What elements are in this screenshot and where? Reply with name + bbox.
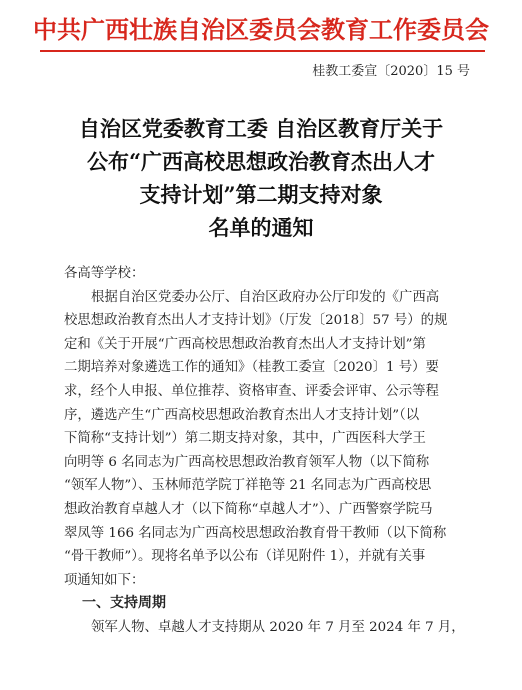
paragraph-line: 序，遴选产生“广西高校思想政治教育杰出人才支持计划”（以 [64,407,420,423]
paragraph-line: 项通知如下： [64,572,145,588]
document-body [64,262,474,640]
paragraph-line: 根据自治区党委办公厅、自治区政府办公厅印发的《广西高 [91,289,440,305]
paragraph-line: 领军人物、卓越人才支持期从 2020 年 7 月至 2024 年 7 月， [91,619,465,635]
section-heading: 一、支持周期 [82,595,166,612]
document-title [0,112,522,244]
paragraph-line: 校思想政治教育杰出人才支持计划》（厅发〔2018〕57 号）的规 [64,313,448,329]
paragraph-line: 向明等 6 名同志为广西高校思想政治教育领军人物（以下简称 [64,454,430,470]
body-paragraph [64,286,474,593]
paragraph-line: 想政治教育卓越人才（以下简称“卓越人才”）、广西警察学院马 [64,501,433,517]
title-line-4: 名单的通知 [208,215,314,240]
section-paragraph [64,616,474,640]
paragraph-line: “领军人物”）、玉林师范学院丁祥艳等 21 名同志为广西高校思 [64,478,432,494]
masthead-title: 中共广西壮族自治区委员会教育工作委员会 [33,16,489,44]
title-line-2: 公布“广西高校思想政治教育杰出人才 [86,149,436,174]
paragraph-line: 二期培养对象遴选工作的通知》（桂教工委宣〔2020〕1 号）要 [64,360,439,376]
salutation: 各高等学校： [64,266,145,281]
paragraph-line: 定和《关于开展“广西高校思想政治教育杰出人才支持计划”第 [64,336,426,352]
paragraph-line: 求，经个人申报、单位推荐、资格审查、评委会评审、公示等程 [64,383,439,399]
paragraph-line: 翠凤等 166 名同志为广西高校思想政治教育骨干教师（以下简称 [64,525,447,541]
document-number: 桂教工委宣〔2020〕15 号 [312,64,470,79]
paragraph-line: “骨干教师”）。现将名单予以公布（详见附件 1），并就有关事 [64,549,426,565]
title-line-1: 自治区党委教育工委 自治区教育厅关于 [78,116,444,141]
title-line-3: 支持计划”第二期支持对象 [139,182,383,207]
red-divider-line [40,50,485,52]
paragraph-line: 下简称“支持计划”）第二期支持对象，其中，广西医科大学王 [64,431,426,447]
